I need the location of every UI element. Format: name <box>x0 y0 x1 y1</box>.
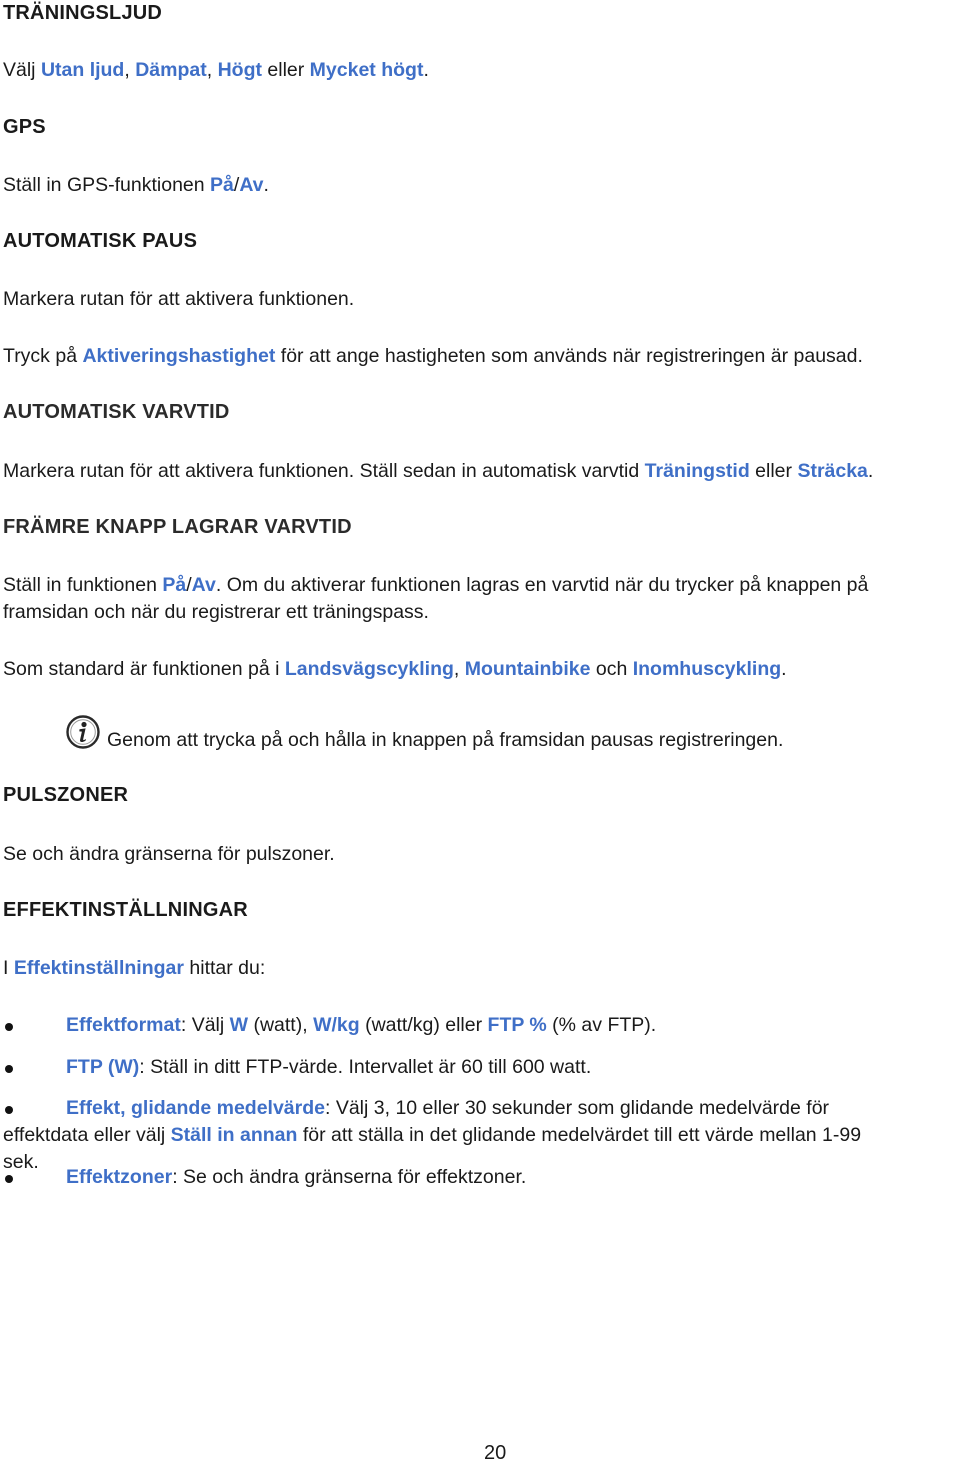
text-run: (watt/kg) eller <box>359 1014 488 1036</box>
option-pa[interactable]: På <box>162 574 187 596</box>
text-run: . <box>867 460 874 482</box>
option-ftp-percent[interactable]: FTP % <box>487 1014 547 1036</box>
text-run: , <box>124 59 136 81</box>
option-mycket-hogt[interactable]: Mycket högt <box>309 59 424 81</box>
text-run: (% av FTP). <box>546 1014 657 1036</box>
text-run: eller <box>261 59 310 81</box>
text-run: eller <box>749 460 798 482</box>
option-w-kg[interactable]: W/kg <box>313 1014 360 1036</box>
option-av[interactable]: Av <box>191 574 216 596</box>
text-run: hittar du: <box>183 957 266 979</box>
option-effektinstallningar[interactable]: Effektinställningar <box>13 957 184 979</box>
text-run: : Se och ändra gränserna för effektzoner. <box>172 1166 527 1188</box>
paragraph-gps <box>3 172 269 199</box>
text-run: . <box>263 174 269 196</box>
paragraph-automatisk-paus-1: Markera rutan för att aktivera funktionen. <box>3 288 355 310</box>
option-stracka[interactable]: Sträcka <box>797 460 868 482</box>
text-run: : Välj <box>180 1014 230 1036</box>
heading-automatisk-varvtid: AUTOMATISK VARVTID <box>3 401 230 423</box>
text-run: Välj <box>3 59 41 81</box>
option-effekt-glidande-medelvarde[interactable]: Effekt, glidande medelvärde <box>66 1097 325 1119</box>
option-stall-in-annan[interactable]: Ställ in annan <box>170 1124 298 1146</box>
option-aktiveringshastighet[interactable]: Aktiveringshastighet <box>82 345 276 367</box>
paragraph-framre-knapp-2 <box>3 656 787 683</box>
bullet-dot <box>5 1023 13 1031</box>
heading-pulszoner: PULSZONER <box>3 784 129 806</box>
option-utan-ljud[interactable]: Utan ljud <box>40 59 125 81</box>
text-run: Ställ in funktionen <box>3 574 163 596</box>
paragraph-automatisk-varvtid <box>3 458 873 485</box>
text-run: Tryck på <box>3 345 83 367</box>
option-traningstid[interactable]: Träningstid <box>644 460 750 482</box>
option-pa[interactable]: På <box>210 174 234 196</box>
heading-traningsljud: TRÄNINGSLJUD <box>3 2 163 24</box>
bullet-dot <box>5 1065 13 1073</box>
paragraph-framre-knapp-1 <box>3 572 943 626</box>
option-mountainbike[interactable]: Mountainbike <box>464 658 591 680</box>
text-run: / <box>186 574 192 596</box>
bullet-dot <box>5 1175 13 1183</box>
heading-effektinstallningar: EFFEKTINSTÄLLNINGAR <box>3 899 248 921</box>
text-run: för att ställa in det glidande medelvärdet till ett värde mellan 1-99 sek. <box>3 1124 862 1173</box>
option-dampat[interactable]: Dämpat <box>135 59 207 81</box>
heading-automatisk-paus: AUTOMATISK PAUS <box>3 230 198 252</box>
text-run: : Välj 3, 10 eller 30 sekunder som glidande medelvärde för effektdata eller välj <box>3 1097 830 1146</box>
info-note-text: Genom att trycka på och hålla in knappen på framsidan pausas registreringen. <box>107 729 784 751</box>
text-run: Som standard är funktionen på i <box>3 658 285 680</box>
info-icon <box>65 714 101 750</box>
list-item-text <box>66 1012 958 1039</box>
text-run: . <box>781 658 787 680</box>
text-run: : Ställ in ditt FTP-värde. Intervallet är 60 till 600 watt. <box>139 1056 592 1078</box>
text-run: / <box>233 174 240 196</box>
option-ftp-w[interactable]: FTP (W) <box>66 1056 140 1078</box>
text-run: (watt), <box>248 1014 314 1036</box>
option-w[interactable]: W <box>229 1014 249 1036</box>
text-run: . Om du aktiverar funktionen lagras en varvtid när du trycker på knappen på framsidan och när du registrerar ett träningspass. <box>3 574 869 623</box>
info-note <box>65 714 945 754</box>
heading-gps: GPS <box>3 116 46 138</box>
list-item-text <box>66 1164 958 1191</box>
paragraph-pulszoner: Se och ändra gränserna för pulszoner. <box>3 843 335 865</box>
option-effektzoner[interactable]: Effektzoner <box>66 1166 173 1188</box>
text-run: , <box>206 59 218 81</box>
option-landsvagscykling[interactable]: Landsvägscykling <box>284 658 454 680</box>
option-av[interactable]: Av <box>239 174 264 196</box>
text-run: I <box>3 957 14 979</box>
paragraph-traningsljud <box>3 57 429 84</box>
page-number: 20 <box>484 1442 507 1464</box>
option-hogt[interactable]: Högt <box>217 59 262 81</box>
text-run: och <box>590 658 633 680</box>
heading-framre-knapp: FRÄMRE KNAPP LAGRAR VARVTID <box>3 516 352 538</box>
option-effektformat[interactable]: Effektformat <box>66 1014 181 1036</box>
text-run: Markera rutan för att aktivera funktionen. Ställ sedan in automatisk varvtid <box>3 460 645 482</box>
text-run: Ställ in GPS-funktionen <box>3 174 211 196</box>
paragraph-effektinstallningar <box>3 955 265 982</box>
text-run: , <box>453 658 465 680</box>
text-run: . <box>423 59 429 81</box>
text-run: för att ange hastigheten som används när registreringen är pausad. <box>275 345 863 367</box>
paragraph-automatisk-paus-2 <box>3 343 863 370</box>
list-item-text <box>66 1054 958 1081</box>
option-inomhuscykling[interactable]: Inomhuscykling <box>632 658 782 680</box>
